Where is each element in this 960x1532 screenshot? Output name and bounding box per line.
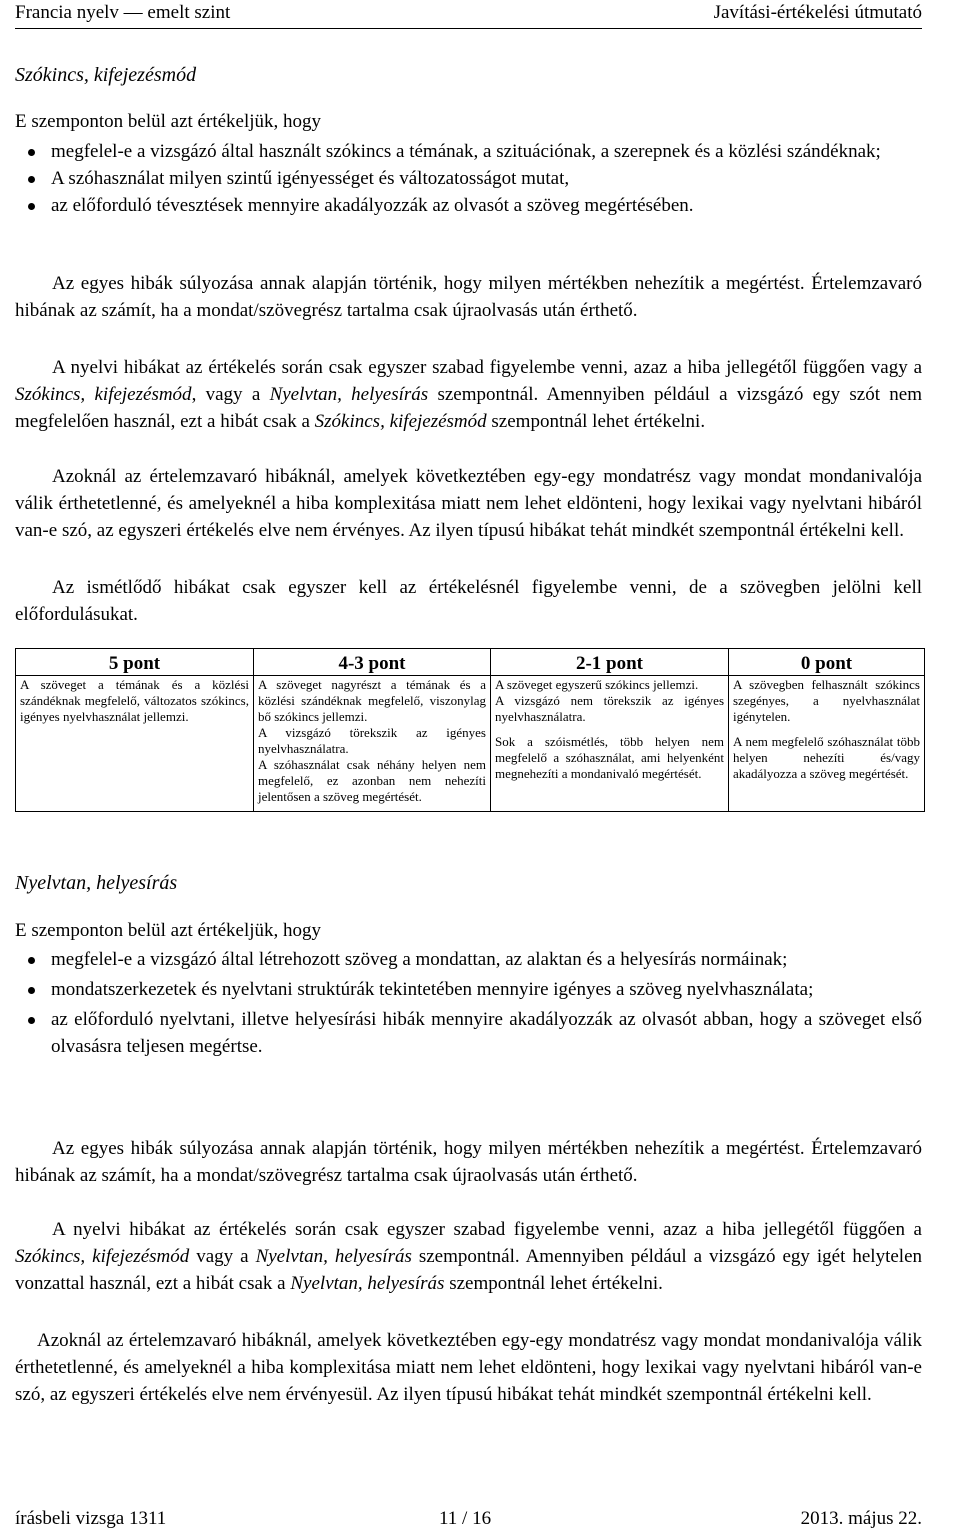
section2-bullet-list: [15, 946, 922, 1060]
header-0-points: 0 pont: [729, 649, 925, 676]
section2-paragraph-3: Azoknál az értelemzavaró hibáknál, amelyek következtében egy-egy mondatrész vagy mondat mondanivalója válik érthetetlenné, és amelyeknél a hiba komplexitása miatt nem lehet eldönteni, hogy lexikai vagy nyelvtani hibáról van-e szó, az egyszeri értékelés elve nem érvényesül. Az ilyen típusú hibákat tehát mindkét szempontnál értékelni kell.: [15, 1330, 922, 1405]
header-2-1-points: 2-1 pont: [491, 649, 729, 676]
page-footer: [15, 1508, 922, 1530]
list-item: megfelel-e a vizsgázó által létrehozott szöveg a mondattan, az alaktan és a helyesírás normáinak;: [15, 946, 922, 973]
section1-paragraph-3: Azoknál az értelemzavaró hibáknál, amelyek következtében egy-egy mondatrész vagy mondat mondanivalója válik érthetetlenné, és amelyeknél a hiba komplexitása miatt nem lehet eldönteni, hogy lexikai vagy nyelvtani hibáról van-e szó, az egyszeri értékelés elve nem érvényes. Az ilyen típusú hibákat tehát mindkét szempontnál értékelni kell.: [15, 466, 922, 541]
section2-paragraph-1: Az egyes hibák súlyozása annak alapján történik, hogy milyen mértékben nehezítik a megértést. Értelemzavaró hibának az számít, ha a mondat/szövegrész tartalma csak újraolvasás után érthető.: [15, 1138, 922, 1186]
list-item: az előforduló tévesztések mennyire akadályozzák az olvasót a szöveg megértésében.: [15, 192, 922, 219]
header-right: Javítási-értékelési útmutató: [713, 2, 922, 23]
footer-date: 2013. május 22.: [800, 1508, 922, 1529]
cell-4-3-points: A szöveget nagyrészt a témának és a közlési szándéknak megfelelő, viszonylag bő szókincs jellemzi. A vizsgázó törekszik az igényes nyelvhasználatra. A szóhasználat csak néhány helyen nem megfelelő, ez azonban nem nehezíti jelentősen a szöveg megértését.: [254, 676, 491, 812]
section1-intro: E szemponton belül azt értékeljük, hogy: [15, 111, 322, 132]
section-title-grammar: Nyelvtan, helyesírás: [15, 872, 178, 894]
list-item: mondatszerkezetek és nyelvtani struktúrák tekintetében mennyire igényes a szöveg nyelvhasználata;: [15, 976, 922, 1003]
page-number: 11 / 16: [439, 1508, 492, 1529]
header-5-points: 5 pont: [16, 649, 254, 676]
header-left: Francia nyelv — emelt szint: [15, 2, 231, 23]
footer-left: írásbeli vizsga 1311: [15, 1508, 167, 1529]
section-title-vocabulary: Szókincs, kifejezésmód: [15, 64, 197, 86]
section1-paragraph-4: Az ismétlődő hibákat csak egyszer kell az értékelésnél figyelembe venni, de a szövegben jelölni kell előfordulásukat.: [15, 577, 922, 625]
cell-2-1-points: A szöveget egyszerű szókincs jellemzi. A vizsgázó nem törekszik az igényes nyelvhasználatra. Sok a szóismétlés, több helyen nem megfelelő a szóhasználat, ami helyenként megnehezíti a mondanivaló megértését.: [491, 676, 729, 812]
cell-5-points: A szöveget a témának és a közlési szándéknak megfelelő, változatos szókincs, igényes nyelvhasználat jellemzi.: [16, 676, 254, 812]
list-item: megfelel-e a vizsgázó által használt szókincs a témának, a szituációnak, a szerepnek és a közlési szándéknak;: [15, 138, 922, 165]
section2-intro: E szemponton belül azt értékeljük, hogy: [15, 920, 322, 941]
page-header: [15, 2, 922, 29]
section1-bullet-list: [15, 138, 922, 219]
section2-paragraph-2: A nyelvi hibákat az értékelés során csak egyszer szabad figyelembe venni, azaz a hiba jellegétől függően a Szókincs, kifejezésmód vagy a Nyelvtan, helyesírás szempontnál. Amennyiben például a vizsgázó egy igét helytelen vonzattal használ, ezt a hibát csak a Nyelvtan, helyesírás szempontnál lehet értékelni.: [15, 1219, 922, 1294]
section1-paragraph-2: A nyelvi hibákat az értékelés során csak egyszer szabad figyelembe venni, azaz a hiba jellegétől függően vagy a Szókincs, kifejezésmód, vagy a Nyelvtan, helyesírás szempontnál. Amennyiben például a vizsgázó egy szót nem megfelelően használ, ezt a hibát csak a Szókincs, kifejezésmód szempontnál lehet értékelni.: [15, 357, 922, 432]
header-4-3-points: 4-3 pont: [254, 649, 491, 676]
section1-paragraph-1: Az egyes hibák súlyozása annak alapján történik, hogy milyen mértékben nehezítik a megértést. Értelemzavaró hibának az számít, ha a mondat/szövegrész tartalma csak újraolvasás után érthető.: [15, 273, 922, 321]
list-item: A szóhasználat milyen szintű igényességet és változatosságot mutat,: [15, 165, 922, 192]
table-header-row: [16, 649, 925, 676]
table-row: [16, 676, 925, 812]
cell-0-points: A szövegben felhasznált szókincs szegényes, a nyelvhasználat igénytelen. A nem megfelelő szóhasználat több helyen nehezíti és/vagy akadályozza a szöveg megértését.: [729, 676, 925, 812]
list-item: az előforduló nyelvtani, illetve helyesírási hibák mennyire akadályozzák az olvasót abban, hogy a szöveget első olvasásra teljesen megértse.: [15, 1006, 922, 1060]
scoring-table: [15, 648, 925, 812]
